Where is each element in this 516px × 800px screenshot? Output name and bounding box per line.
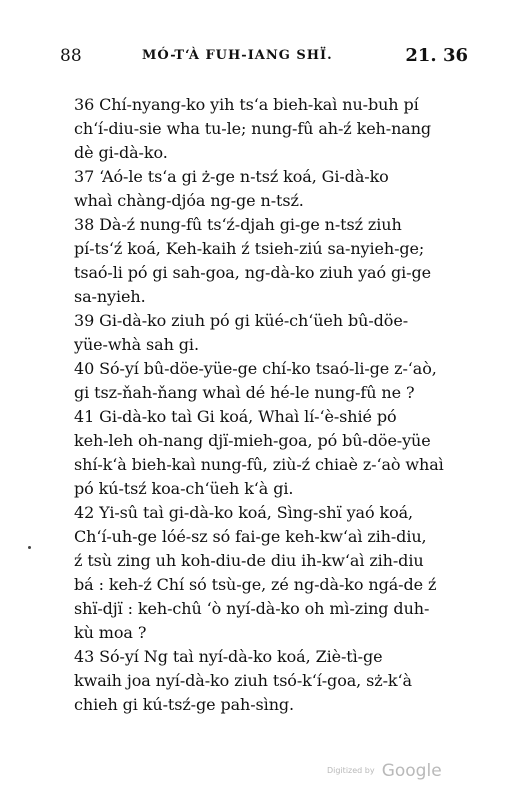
text-line: Ch‘í-uh-ge lóé-sz só fai-ge keh-kw‘aì zih-diu, <box>74 527 427 546</box>
text-line: dè gi-dà-ko. <box>74 143 168 162</box>
verse-37 <box>60 165 470 213</box>
text-line: 43 Só-yí Ng taì nyí-dà-ko koá, Ziè-tì-ge <box>74 647 383 666</box>
text-line: shí-k‘à bieh-kaì nung-fû, ziù-ź chiaè z-‘aò whaì <box>74 455 444 474</box>
text-line: sa-nyieh. <box>74 287 146 306</box>
verse-36 <box>60 93 470 165</box>
running-head <box>60 46 468 72</box>
text-line: ź tsù zing uh koh-diu-de diu ih-kw‘aì zih-diu <box>74 551 424 570</box>
verse-text-block <box>60 93 470 717</box>
text-line: 40 Só-yí bû-döe-yüe-ge chí-ko tsaó-li-ge z-‘aò, <box>74 359 437 378</box>
verse-41 <box>60 405 470 501</box>
verse-42 <box>60 501 470 645</box>
watermark-prefix: Digitized by <box>327 766 375 775</box>
text-line: keh-leh oh-nang djï-mieh-goa, pó bû-döe-yüe <box>74 431 431 450</box>
verse-38 <box>60 213 470 309</box>
text-line: tsaó-li pó gi sah-goa, ng-dà-ko ziuh yaó gi-ge <box>74 263 431 282</box>
text-line: 36 Chí-nyang-ko yih ts‘a bieh-kaì nu-buh pí <box>74 95 419 114</box>
text-line: gi tsz-ňah-ňang whaì dé hé-le nung-fû ne ? <box>74 383 415 402</box>
text-line: 39 Gi-dà-ko ziuh pó gi küé-ch‘üeh bû-döe- <box>74 311 408 330</box>
text-line: 37 ‘Aó-le ts‘a gi ż-ge n-tsź koá, Gi-dà-ko <box>74 167 389 186</box>
text-line: 42 Yi-sû taì gi-dà-ko koá, Sìng-shï yaó koá, <box>74 503 414 522</box>
google-logo: Google <box>381 760 442 781</box>
text-line: chieh gi kú-tsź-ge pah-sìng. <box>74 695 295 714</box>
text-line: 38 Dà-ź nung-fû ts‘ź-djah gi-ge n-tsź ziuh <box>74 215 402 234</box>
text-line: kwaih joa nyí-dà-ko ziuh tsó-k‘í-goa, sż-k‘à <box>74 671 412 690</box>
text-line: yüe-whà sah gi. <box>74 335 199 354</box>
text-line: shï-djï : keh-chû ‘ò nyí-dà-ko oh mì-zing duh- <box>74 599 430 618</box>
text-line: whaì chàng-djóa ng-ge n-tsź. <box>74 191 304 210</box>
page-number: 88 <box>60 46 82 66</box>
text-line: bá : keh-ź Chí só tsù-ge, zé ng-dà-ko ngá-de ź <box>74 575 437 594</box>
verse-43 <box>60 645 470 717</box>
print-speck <box>28 546 31 549</box>
text-line: 41 Gi-dà-ko taì Gi koá, Whaì lí-‘è-shié pó <box>74 407 397 426</box>
book-title: MÓ-T‘À FUH-IANG SHÏ. <box>142 48 333 63</box>
text-line: pó kú-tsź koa-ch‘üeh k‘à gi. <box>74 479 294 498</box>
verse-39 <box>60 309 470 357</box>
text-line: ch‘í-diu-sie wha tu-le; nung-fû ah-ź keh-nang <box>74 119 432 138</box>
digitization-watermark <box>327 760 442 781</box>
text-line: kù moa ? <box>74 623 147 642</box>
chapter-verse-reference: 21. 36 <box>405 45 468 66</box>
verse-40 <box>60 357 470 405</box>
text-line: pí-ts‘ź koá, Keh-kaih ź tsieh-ziú sa-nyieh-ge; <box>74 239 425 258</box>
